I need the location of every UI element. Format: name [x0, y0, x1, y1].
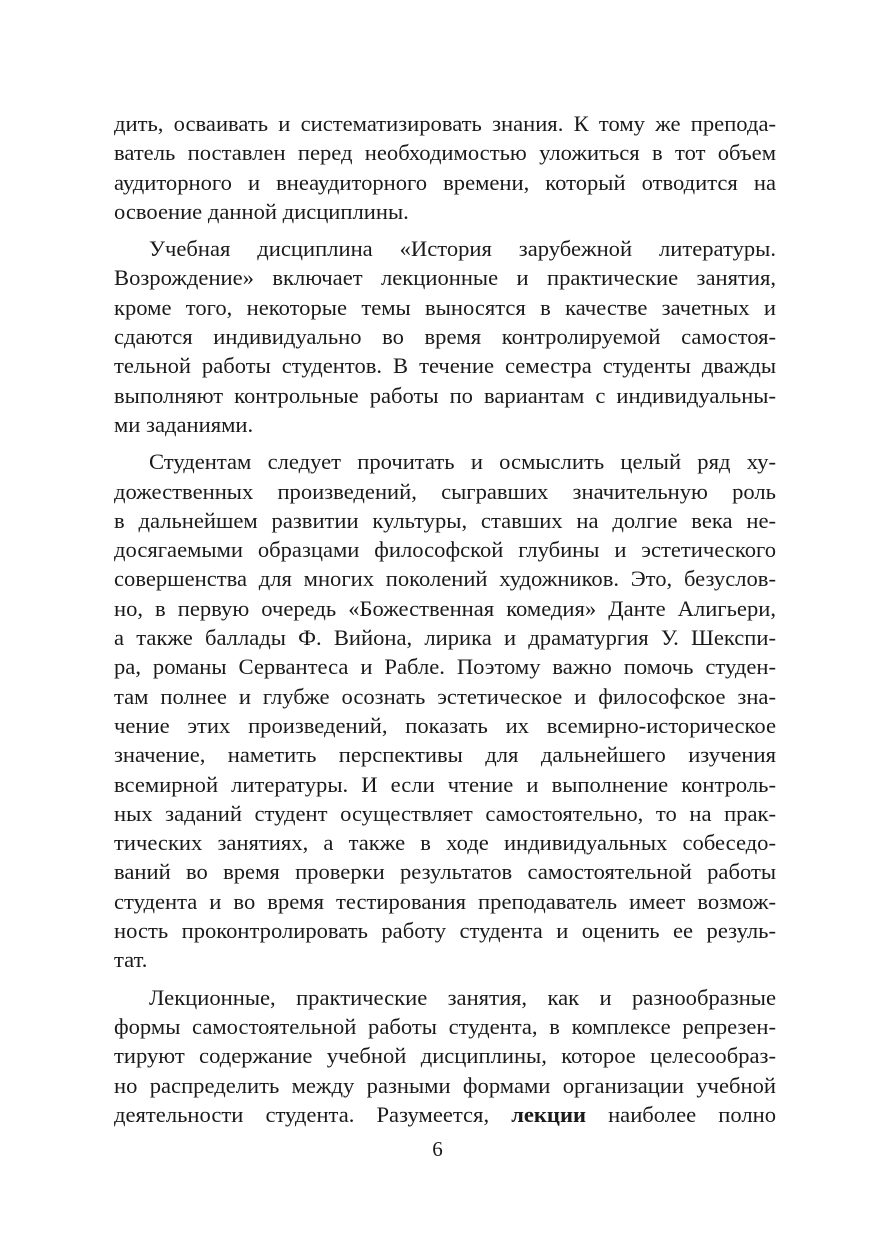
text-segment: деятельности студента. Разумеется,	[114, 1101, 512, 1127]
paragraph-3	[114, 447, 776, 974]
text-line: тельной работы студентов. В течение семестра студенты дважды	[114, 353, 776, 379]
text-line: но, в первую очередь «Божественная комедия» Данте Алигьери,	[114, 595, 776, 621]
paragraph-2	[114, 234, 776, 439]
text-line	[114, 1100, 776, 1129]
text-line: совершенства для многих поколений художников. Это, безуслов-	[114, 566, 776, 592]
text-line: ваний во время проверки результатов самостоятельной работы	[114, 859, 776, 885]
paragraph-1	[114, 109, 776, 226]
text-line: формы самостоятельной работы студента, в комплексе репрезен-	[114, 1013, 776, 1039]
text-line: дожественных произведений, сыгравших значительную роль	[114, 478, 776, 504]
page-number: 6	[432, 1137, 443, 1161]
text-line: Студентам следует прочитать и осмыслить целый ряд ху-	[149, 449, 776, 475]
text-line: ватель поставлен перед необходимостью уложиться в тот объем	[114, 140, 776, 166]
text-line: дить, осваивать и систематизировать знания. К тому же препода-	[114, 111, 776, 136]
text-line: выполняют контрольные работы по вариантам с индивидуальны-	[114, 382, 776, 408]
text-line: Учебная дисциплина «История зарубежной литературы.	[149, 236, 776, 262]
text-line: ных заданий студент осуществляет самостоятельно, то на прак-	[114, 800, 776, 826]
text-line: освоение данной дисциплины.	[114, 198, 409, 224]
text-line: ми заданиями.	[114, 411, 254, 437]
text-line: значение, наметить перспективы для дальнейшего изучения	[114, 742, 776, 768]
text-line: тат.	[114, 947, 148, 973]
text-line: сдаются индивидуально во время контролируемой самостоя-	[114, 324, 776, 350]
text-line: тических занятиях, а также в ходе индивидуальных собеседо-	[114, 830, 776, 856]
text-segment: наиболее полно	[585, 1101, 776, 1127]
text-line: ность проконтролировать работу студента и оценить ее резуль-	[114, 918, 776, 944]
page-body	[114, 109, 776, 1129]
text-line: аудиторного и внеаудиторного времени, который отводится на	[114, 169, 776, 195]
text-line: студента и во время тестирования преподаватель имеет возмож-	[114, 888, 776, 914]
text-line: кроме того, некоторые темы выносятся в качестве зачетных и	[114, 294, 776, 320]
text-line: а также баллады Ф. Вийона, лирика и драматургия У. Шекспи-	[114, 625, 776, 651]
text-line: Лекционные, практические занятия, как и разнообразные	[149, 984, 776, 1010]
text-line: ра, романы Сервантеса и Рабле. Поэтому важно помочь студен-	[114, 654, 776, 680]
text-line: там полнее и глубже осознать эстетическое и философское зна-	[114, 683, 776, 709]
text-line: тируют содержание учебной дисциплины, которое целесообраз-	[114, 1043, 776, 1069]
text-line: в дальнейшем развитии культуры, ставших на долгие века не-	[114, 507, 776, 533]
text-line: досягаемыми образцами философской глубины и эстетического	[114, 537, 776, 563]
bold-term: лекции	[511, 1101, 586, 1127]
text-line: но распределить между разными формами организации учебной	[114, 1072, 776, 1098]
text-line: всемирной литературы. И если чтение и выполнение контроль-	[114, 771, 776, 797]
text-line: Возрождение» включает лекционные и практические занятия,	[114, 265, 776, 291]
text-line: чение этих произведений, показать их всемирно-историческое	[114, 712, 776, 738]
paragraph-4	[114, 983, 776, 1129]
